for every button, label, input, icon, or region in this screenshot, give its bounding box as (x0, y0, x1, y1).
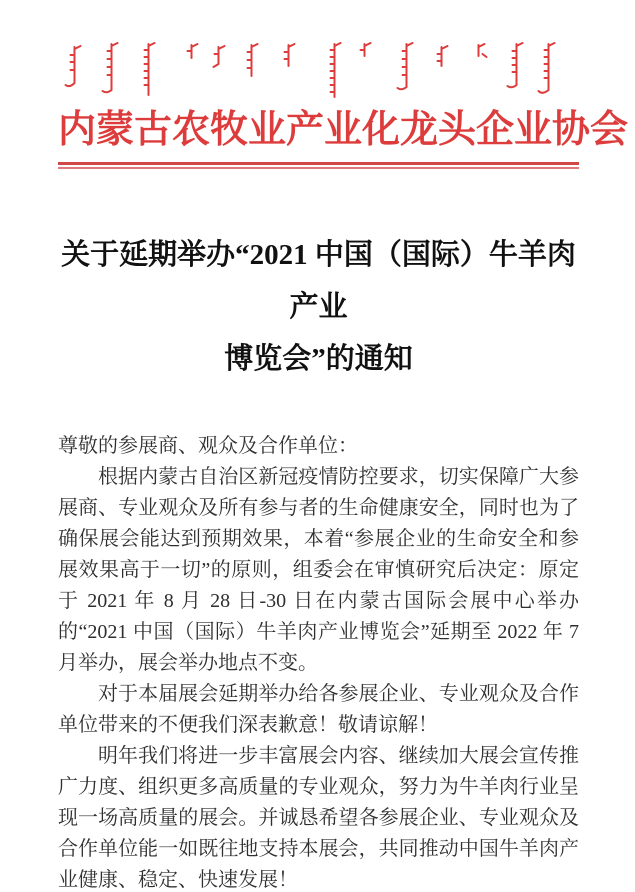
association-name: 内蒙古农牧业产业化龙头企业协会 (58, 109, 629, 151)
notice-title-line-1: 关于延期举办“2021 中国（国际）牛羊肉产业 (61, 239, 576, 323)
notice-title (58, 229, 579, 385)
paragraph-outlook: 明年我们将进一步丰富展会内容、继续加大展会宣传推广力度、组织更多高质量的专业观众，努力为牛羊肉行业呈现一场高质量的展会。并诚恳希望各参展企业、专业观众及合作单位能一如既往地支持本展会，共同推动中国牛羊肉产业健康、稳定、快速发展！ (58, 745, 579, 891)
paragraph-apology: 对于本届展会延期举办给各参展企业、专业观众及合作单位带来的不便我们深表歉意！敬请谅解！ (58, 683, 579, 736)
salutation: 尊敬的参展商、观众及合作单位： (58, 435, 358, 457)
paragraph-postponement-decision: 根据内蒙古自治区新冠疫情防控要求，切实保障广大参展商、专业观众及所有参与者的生命健康安全，同时也为了确保展会能达到预期效果，本着“参展企业的生命安全和参展效果高于一切”的原则，组委会在审慎研究后决定：原定于 2021 年 8 月 28 日-30 日在内蒙古国际会展中心举办的“2021 中国（国际）牛羊肉产业博览会”延期至 2022 年 7 月举办，展会举办地点不变。 (58, 466, 579, 674)
notice-body (58, 431, 579, 892)
mongolian-script-banner-icon (58, 42, 579, 104)
notice-title-line-2: 博览会”的通知 (224, 343, 413, 375)
letterhead-double-rule (58, 162, 579, 169)
letterhead (58, 42, 629, 169)
